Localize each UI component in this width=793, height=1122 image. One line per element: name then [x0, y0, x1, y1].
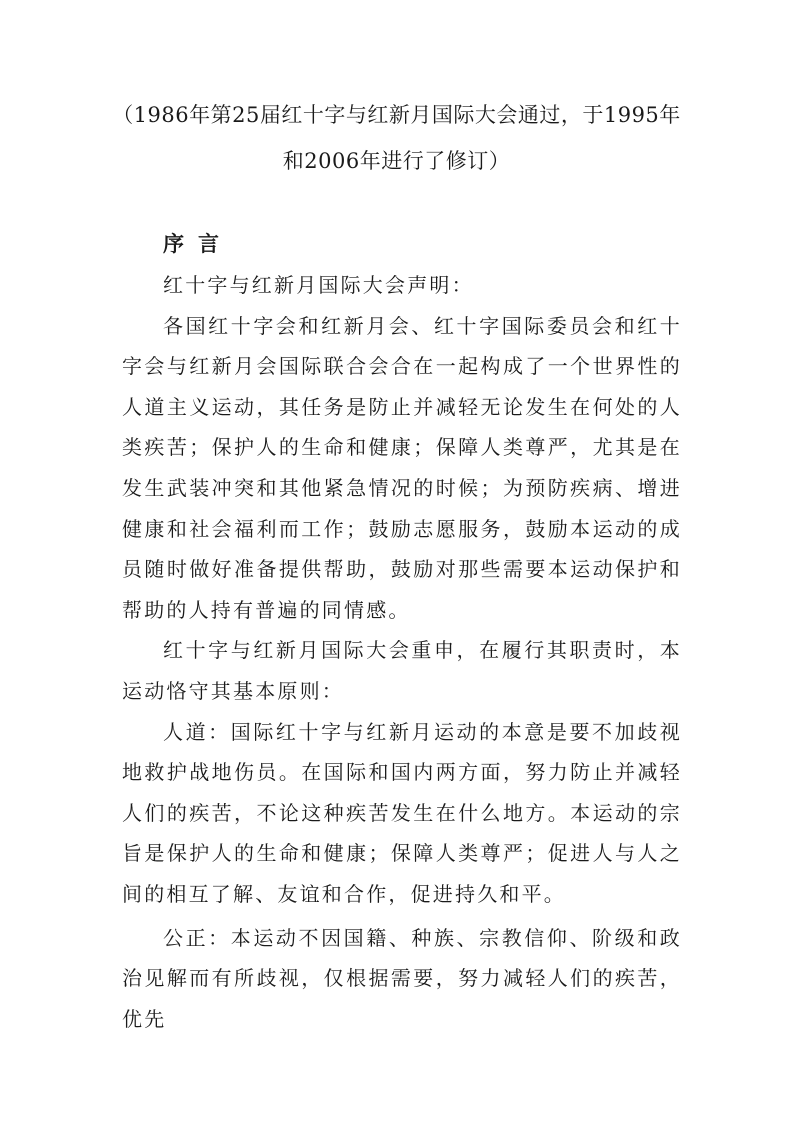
paragraph-movement-mission: 各国红十字会和红新月会、红十字国际委员会和红十字会与红新月会国际联合会合在一起构成了一个世界性的人道主义运动，其任务是防止并减轻无论发生在何处的人类疾苦；保护人的生命和健康；保障人类尊严，尤其是在发生武装冲突和其他紧急情况的时候；为预防疾病、增进健康和社会福利而工作；鼓励志愿服务，鼓励本运动的成员随时做好准备提供帮助，鼓励对那些需要本运动保护和帮助的人持有普遍的同情感。: [122, 313, 682, 622]
paragraph-reaffirmation: 红十字与红新月国际大会重申，在履行其职责时，本运动恪守其基本原则：: [122, 638, 682, 703]
paragraph-declaration: 红十字与红新月国际大会声明：: [163, 273, 474, 297]
document-body: [122, 265, 682, 1039]
paragraph-impartiality: 公正：本运动不因国籍、种族、宗教信仰、阶级和政治见解而有所歧视，仅根据需要，努力减轻人们的疾苦，优先: [122, 925, 682, 1031]
adoption-note-line-2: 和2006年进行了修订）: [282, 149, 511, 173]
paragraph-humanity: 人道：国际红十字与红新月运动的本意是要不加歧视地救护战地伤员。在国际和国内两方面，努力防止并减轻人们的疾苦，不论这种疾苦发生在什么地方。本运动的宗旨是保护人的生命和健康；保障人类尊严；促进人与人之间的相互了解、友谊和合作，促进持久和平。: [122, 719, 682, 906]
preface-heading: 序言: [163, 232, 233, 256]
adoption-note-line-1: （1986年第25届红十字与红新月国际大会通过，于1995年: [112, 103, 681, 127]
